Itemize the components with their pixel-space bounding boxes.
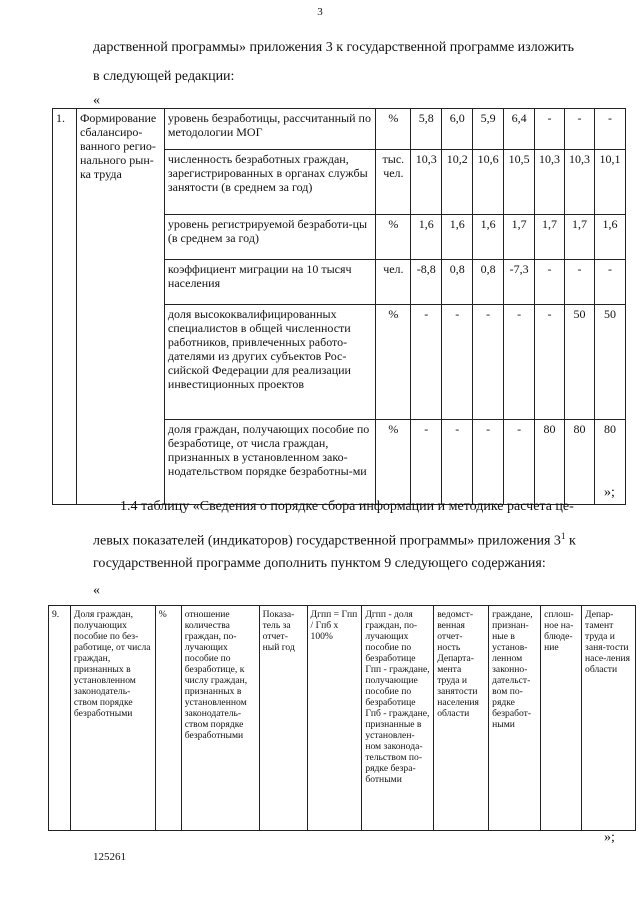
open-quote-1: « (93, 93, 100, 108)
cell-observation-unit: граждане, признан-ные в установ-ленном законно-дательст-вом по-рядке безработ-ными (489, 606, 541, 831)
row-number: 1. (53, 109, 77, 505)
indicator-value: -7,3 (504, 260, 535, 305)
indicator-value: 80 (565, 420, 595, 505)
indicator-value: 10,2 (442, 150, 473, 215)
indicator-unit: % (376, 305, 411, 420)
cell-collection-method: сплош-ное на-блюде-ние (541, 606, 582, 831)
indicator-value: - (504, 420, 535, 505)
indicator-value: - (594, 260, 625, 305)
indicator-value: 10,3 (565, 150, 595, 215)
indicator-value: - (565, 260, 595, 305)
indicator-value: 6,4 (504, 109, 535, 150)
indicator-unit: чел. (376, 260, 411, 305)
indicator-value: 10,3 (411, 150, 442, 215)
open-quote-2: « (93, 583, 100, 598)
indicator-unit: % (376, 215, 411, 260)
indicator-name: уровень безработицы, рассчитанный по методологии МОГ (164, 109, 376, 150)
cell-formula: Дгпп = Гпп / Гпб x 100% (307, 606, 362, 831)
indicators-table (52, 108, 626, 505)
indicator-value: 10,3 (535, 150, 565, 215)
indicator-value: 0,8 (442, 260, 473, 305)
indicator-name: доля высококвалифицированных специалистов в общей численности работников, привлеченных работо-дателями из других субъектов Рос-сийской Федерации для реализации инвестиционных проектов (164, 305, 376, 420)
indicator-unit: % (376, 109, 411, 150)
indicator-value: - (535, 305, 565, 420)
indicator-value: 5,9 (473, 109, 504, 150)
close-quote-2: »; (604, 830, 615, 845)
task-name: Формирование сбалансиро-ванного регио-нального рын-ка труда (76, 109, 164, 505)
cell-indicator-name: Доля граждан, получающих пособие по без-работице, от числа граждан, признанных в установленном законодатель-ством порядке безработными (70, 606, 155, 831)
indicator-name: коэффициент миграции на 10 тысяч населения (164, 260, 376, 305)
cell-data-source: ведомст-венная отчет-ность Департа-мента труда и занятости населения области (434, 606, 489, 831)
indicator-value: 10,1 (594, 150, 625, 215)
superscript-one: 1 (560, 531, 566, 541)
cell-responsible: Депар-тамент труда и заня-тости насе-ления области (582, 606, 636, 831)
indicator-value: 80 (535, 420, 565, 505)
close-quote-1: »; (604, 485, 615, 500)
cell-definition: отношение количества граждан, по-лучающих пособие по безработице, к числу граждан, признанных в установленном законодатель-ством порядке безработными (181, 606, 259, 831)
section-1-4-line-1: 1.4 таблицу «Сведения о порядке сбора информации и методике расчета це- (120, 499, 574, 514)
indicator-value: - (535, 260, 565, 305)
indicator-value: - (504, 305, 535, 420)
table-row (49, 606, 636, 831)
cell-number: 9. (49, 606, 71, 831)
indicator-value: 0,8 (473, 260, 504, 305)
footer-code: 125261 (93, 851, 126, 863)
indicator-value: - (565, 109, 595, 150)
indicator-value: 5,8 (411, 109, 442, 150)
indicator-value: - (442, 420, 473, 505)
cell-time-characteristic: Показа-тель за отчет-ный год (259, 606, 307, 831)
indicator-unit: тыс. чел. (376, 150, 411, 215)
section-1-4-line-2-text: левых показателей (индикаторов) государственной программы» приложения 3 (93, 533, 561, 549)
indicator-value: 1,7 (565, 215, 595, 260)
section-1-4-line-3: государственной программе дополнить пунктом 9 следующего содержания: (93, 556, 546, 571)
indicator-value: - (594, 109, 625, 150)
indicator-value: 1,7 (535, 215, 565, 260)
indicator-name: доля граждан, получающих пособие по безработице, от числа граждан, признанных в установленном зако-нодательством порядке безработны-ми (164, 420, 376, 505)
cell-unit: % (155, 606, 181, 831)
indicator-value: 10,5 (504, 150, 535, 215)
intro-line-2: в следующей редакции: (93, 69, 235, 84)
indicator-value: 80 (594, 420, 625, 505)
page-number: 3 (317, 6, 323, 18)
indicator-value: 1,6 (442, 215, 473, 260)
indicator-unit: % (376, 420, 411, 505)
indicator-value: 50 (565, 305, 595, 420)
indicator-name: численность безработных граждан, зарегистрированных в органах службы занятости (в среднем за год) (164, 150, 376, 215)
table-row (53, 109, 626, 150)
indicator-value: - (411, 305, 442, 420)
indicator-value: 1,6 (411, 215, 442, 260)
indicator-value: 6,0 (442, 109, 473, 150)
intro-line-1: дарственной программы» приложения 3 к государственной программе изложить (93, 40, 574, 55)
data-collection-table (48, 605, 636, 831)
indicator-name: уровень регистрируемой безработи-цы (в среднем за год) (164, 215, 376, 260)
indicator-value: 1,6 (594, 215, 625, 260)
indicator-value: 1,7 (504, 215, 535, 260)
indicator-value: 1,6 (473, 215, 504, 260)
indicator-value: - (473, 420, 504, 505)
indicator-value: - (442, 305, 473, 420)
indicator-value: -8,8 (411, 260, 442, 305)
indicator-value: 50 (594, 305, 625, 420)
section-1-4-line-2-end: к (565, 533, 576, 549)
indicator-value: 10,6 (473, 150, 504, 215)
indicator-value: - (473, 305, 504, 420)
indicator-value: - (535, 109, 565, 150)
cell-formula-legend: Дгпп - доля граждан, по-лучающих пособие по безработице Гпп - граждане, получающие пособие по безработице Гпб - граждане, признанные в установлен-ном законода-тельством по-рядке безра-ботными (362, 606, 434, 831)
indicator-value: - (411, 420, 442, 505)
